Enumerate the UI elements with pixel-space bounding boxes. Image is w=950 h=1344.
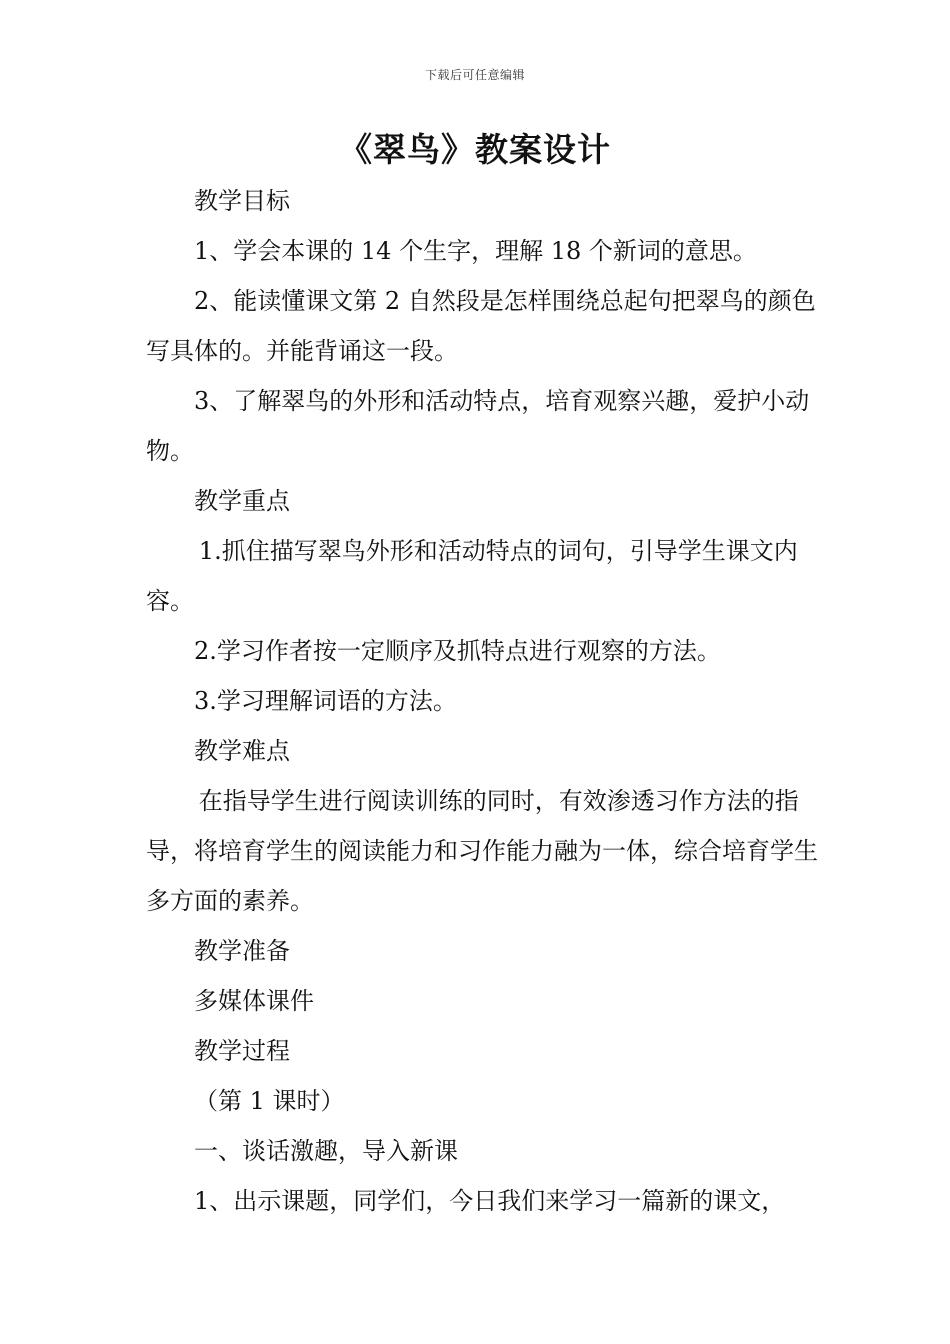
section-heading-preparation: 教学准备 bbox=[194, 937, 290, 965]
preparation-text: 多媒体课件 bbox=[194, 987, 314, 1015]
process-step-heading-1: 一、谈话激趣，导入新课 bbox=[194, 1137, 458, 1165]
document-title: 《翠鸟》教案设计 bbox=[339, 130, 611, 169]
lesson-period-label: （第 1 课时） bbox=[194, 1087, 345, 1115]
process-step-text-1: 1、出示课题，同学们，今日我们来学习一篇新的课文， bbox=[194, 1187, 786, 1215]
key-point-item-1: 1.抓住描写翠鸟外形和活动特点的词句，引导学生课文内容。 bbox=[146, 537, 798, 615]
section-heading-difficulties: 教学难点 bbox=[194, 737, 290, 765]
objective-item-2: 2、能读懂课文第 2 自然段是怎样围绕总起句把翠鸟的颜色写具体的。并能背诵这一段。 bbox=[146, 287, 816, 365]
difficulty-text: 在指导学生进行阅读训练的同时，有效渗透习作方法的指导，将培育学生的阅读能力和习作能力融为一体，综合培育学生多方面的素养。 bbox=[146, 787, 818, 915]
document-body bbox=[146, 176, 818, 1226]
header-note: 下载后可任意编辑 bbox=[424, 68, 525, 82]
section-heading-key-points: 教学重点 bbox=[194, 487, 290, 515]
objective-item-3: 3、了解翠鸟的外形和活动特点，培育观察兴趣，爱护小动物。 bbox=[146, 387, 810, 465]
section-heading-objectives: 教学目标 bbox=[194, 187, 290, 215]
key-point-item-2: 2.学习作者按一定顺序及抓特点进行观察的方法。 bbox=[194, 637, 721, 665]
key-point-item-3: 3.学习理解词语的方法。 bbox=[194, 687, 457, 715]
objective-item-1: 1、学会本课的 14 个生字，理解 18 个新词的意思。 bbox=[194, 237, 757, 265]
section-heading-process: 教学过程 bbox=[194, 1037, 290, 1065]
